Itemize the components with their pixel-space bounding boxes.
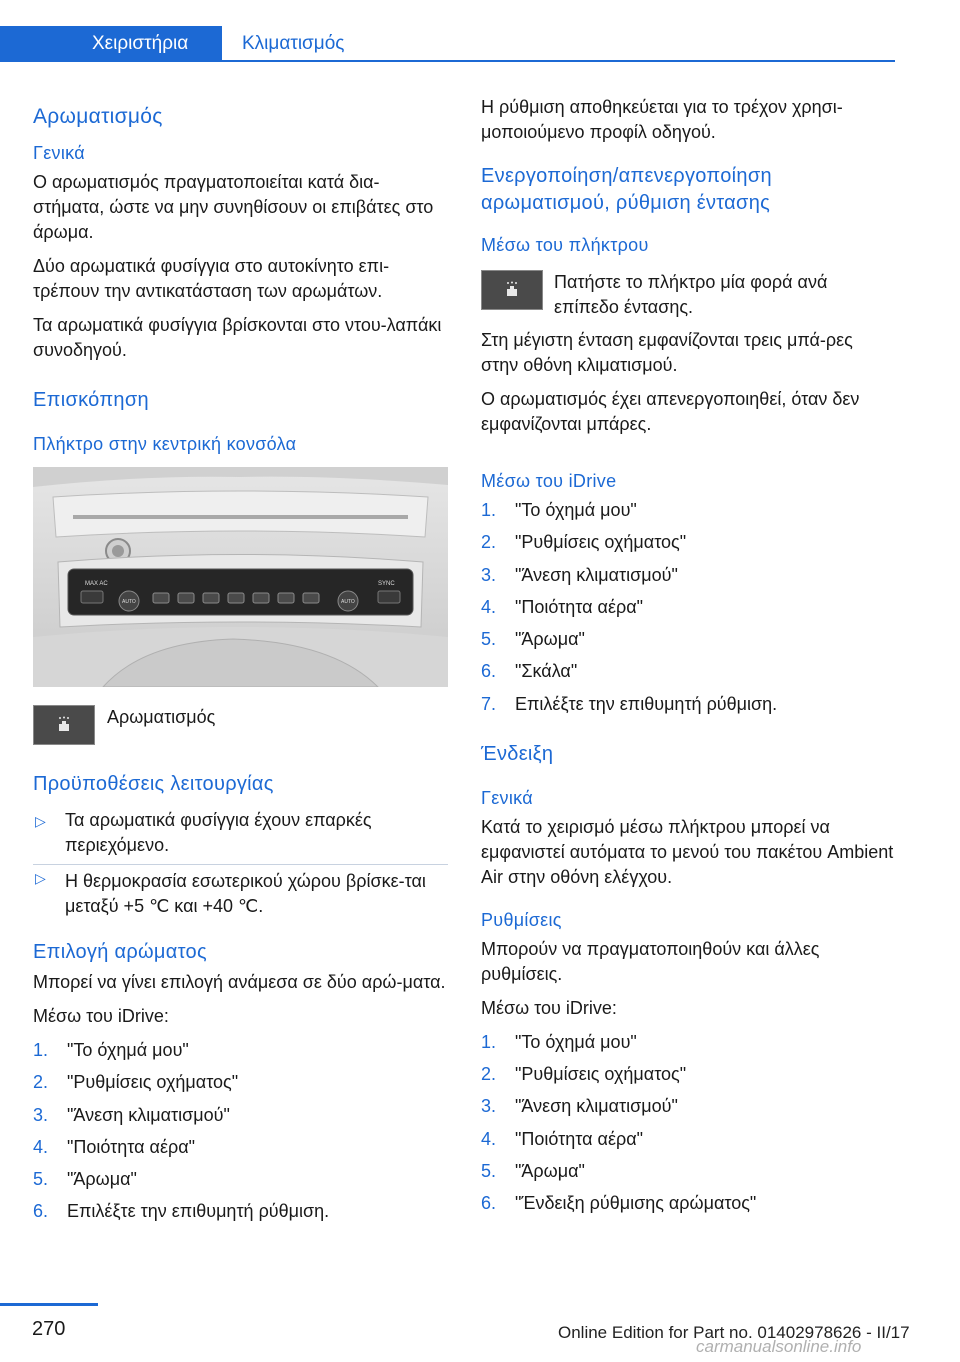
- edition-text: Online Edition for Part no. 01402978626 - II/17: [558, 1323, 910, 1342]
- list-item: 3. "Άνεση κλιματισμού": [481, 564, 678, 585]
- settings-steps-list: [481, 1030, 895, 1216]
- list-item: 6. Επιλέξτε την επιθυμητή ρύθμιση.: [33, 1201, 330, 1222]
- button-instruction-row: [481, 270, 895, 320]
- paragraph: Μπορεί να γίνει επιλογή ανάμεσα σε δύο αρώ-ματα.: [33, 972, 446, 992]
- heading-general: Γενικά: [33, 143, 85, 163]
- heading-center-console-button: Πλήκτρο στην κεντρική κονσόλα: [33, 434, 297, 454]
- list-item: 5. "Άρωμα": [481, 1160, 585, 1181]
- header-divider: [222, 60, 895, 62]
- paragraph: Στη μέγιστη ένταση εμφανίζονται τρεις μπά-ρες στην οθόνη κλιματισμού.: [481, 330, 853, 375]
- list-item: ▷ Η θερμοκρασία εσωτερικού χώρου βρίσκε-ται μεταξύ +5 ℃ και +40 ℃.: [33, 864, 448, 919]
- paragraph: Κατά το χειρισμό μέσω πλήκτρου μπορεί να εμφανιστεί αυτόματα το μενού του πακέτου Ambient Air στην οθόνη ελέγχου.: [481, 816, 894, 887]
- icon-caption-row: [33, 705, 448, 745]
- tab-climate[interactable]: Κλιματισμός: [242, 33, 345, 54]
- triangle-bullet-icon: ▷: [35, 870, 46, 886]
- triangle-bullet-icon: ▷: [35, 813, 46, 829]
- list-item: 2. "Ρυθμίσεις οχήματος": [481, 532, 687, 553]
- left-column: [33, 95, 448, 1232]
- heading-via-idrive: Μέσω του iDrive: [481, 471, 617, 491]
- prerequisites-list: [33, 808, 448, 919]
- paragraph: Δύο αρωματικά φυσίγγια στο αυτοκίνητο επι-τρέπουν την αντικατάσταση των αρωμάτων.: [33, 256, 390, 301]
- paragraph: Μπορούν να πραγματοποιηθούν και άλλες ρυθμίσεις.: [481, 938, 820, 984]
- auto-right-label: AUTO: [341, 599, 355, 605]
- list-item: 1. "Το όχημά μου": [481, 500, 637, 520]
- heading-display-general: Γενικά: [481, 787, 533, 808]
- icon-caption: Αρωματισμός: [107, 707, 216, 727]
- list-item: 7. Επιλέξτε την επιθυμητή ρύθμιση.: [481, 693, 778, 714]
- list-item: ▷ Τα αρωματικά φυσίγγια έχουν επαρκές περιεχόμενο.: [35, 810, 372, 855]
- fragrance-button-icon: [33, 705, 95, 745]
- list-item: 4. "Ποιότητα αέρα": [33, 1136, 196, 1157]
- selection-steps-list: [33, 1038, 448, 1224]
- heading-settings: Ρυθμίσεις: [481, 909, 562, 930]
- console-photo: [33, 467, 448, 687]
- heading-fragrance-selection: Επιλογή αρώματος: [33, 941, 207, 963]
- max-ac-label: MAX AC: [85, 581, 108, 587]
- paragraph: Μέσω του iDrive:: [33, 1006, 169, 1026]
- right-column: [481, 95, 895, 1224]
- list-item: 6. "Ένδειξη ρύθμισης αρώματος": [481, 1193, 757, 1214]
- watermark: carmanualsonline.info: [696, 1337, 862, 1356]
- paragraph: Η ρύθμιση αποθηκεύεται για το τρέχον χρησι-μοποιούμενο προφίλ οδηγού.: [481, 97, 843, 142]
- section-title-fragrance: Αρωματισμός: [33, 105, 163, 128]
- list-item: 4. "Ποιότητα αέρα": [481, 596, 644, 617]
- heading-via-button: Μέσω του πλήκτρου: [481, 235, 649, 255]
- page-header: [0, 0, 895, 62]
- paragraph: Τα αρωματικά φυσίγγια βρίσκονται στο ντου-λαπάκι συνοδηγού.: [33, 315, 442, 360]
- heading-display: Ένδειξη: [481, 742, 554, 765]
- fragrance-button-icon: [481, 270, 543, 310]
- idrive-steps-list: [481, 498, 895, 717]
- fragrance-icon: [504, 281, 520, 297]
- button-instruction: Πατήστε το πλήκτρο μία φορά ανά επίπεδο έντασης.: [554, 272, 828, 317]
- list-item: 6. "Σκάλα": [481, 661, 578, 682]
- page-number: 270: [32, 1318, 66, 1340]
- footer-divider: [0, 1303, 98, 1306]
- list-item: 5. "Άρωμα": [33, 1169, 137, 1190]
- sync-label: SYNC: [378, 581, 395, 587]
- tab-controls[interactable]: Χειριστήρια: [0, 26, 222, 62]
- list-item: 1. "Το όχημά μου": [33, 1040, 189, 1060]
- list-item: 3. "Άνεση κλιματισμού": [33, 1104, 230, 1125]
- paragraph: Μέσω του iDrive:: [481, 997, 617, 1018]
- heading-prerequisites: Προϋποθέσεις λειτουργίας: [33, 773, 274, 795]
- paragraph: Ο αρωματισμός έχει απενεργοποιηθεί, όταν δεν εμφανίζονται μπάρες.: [481, 389, 860, 434]
- list-item: 3. "Άνεση κλιματισμού": [481, 1096, 678, 1117]
- list-item: 2. "Ρυθμίσεις οχήματος": [33, 1072, 239, 1093]
- list-item: 4. "Ποιότητα αέρα": [481, 1128, 644, 1149]
- climate-panel-illustration: [33, 467, 448, 687]
- heading-activation: Ενεργοποίηση/απενεργοποίηση αρωματισμού, ρύθμιση έντασης: [481, 165, 772, 214]
- heading-overview: Επισκόπηση: [33, 389, 149, 411]
- fragrance-icon: [56, 716, 72, 732]
- list-item: 5. "Άρωμα": [481, 629, 585, 650]
- auto-left-label: AUTO: [122, 599, 136, 605]
- list-item: 2. "Ρυθμίσεις οχήματος": [481, 1064, 687, 1085]
- list-item: 1. "Το όχημά μου": [481, 1031, 637, 1052]
- paragraph: Ο αρωματισμός πραγματοποιείται κατά δια-στήματα, ώστε να μην συνηθίσουν οι επιβάτες στο άρωμα.: [33, 172, 434, 242]
